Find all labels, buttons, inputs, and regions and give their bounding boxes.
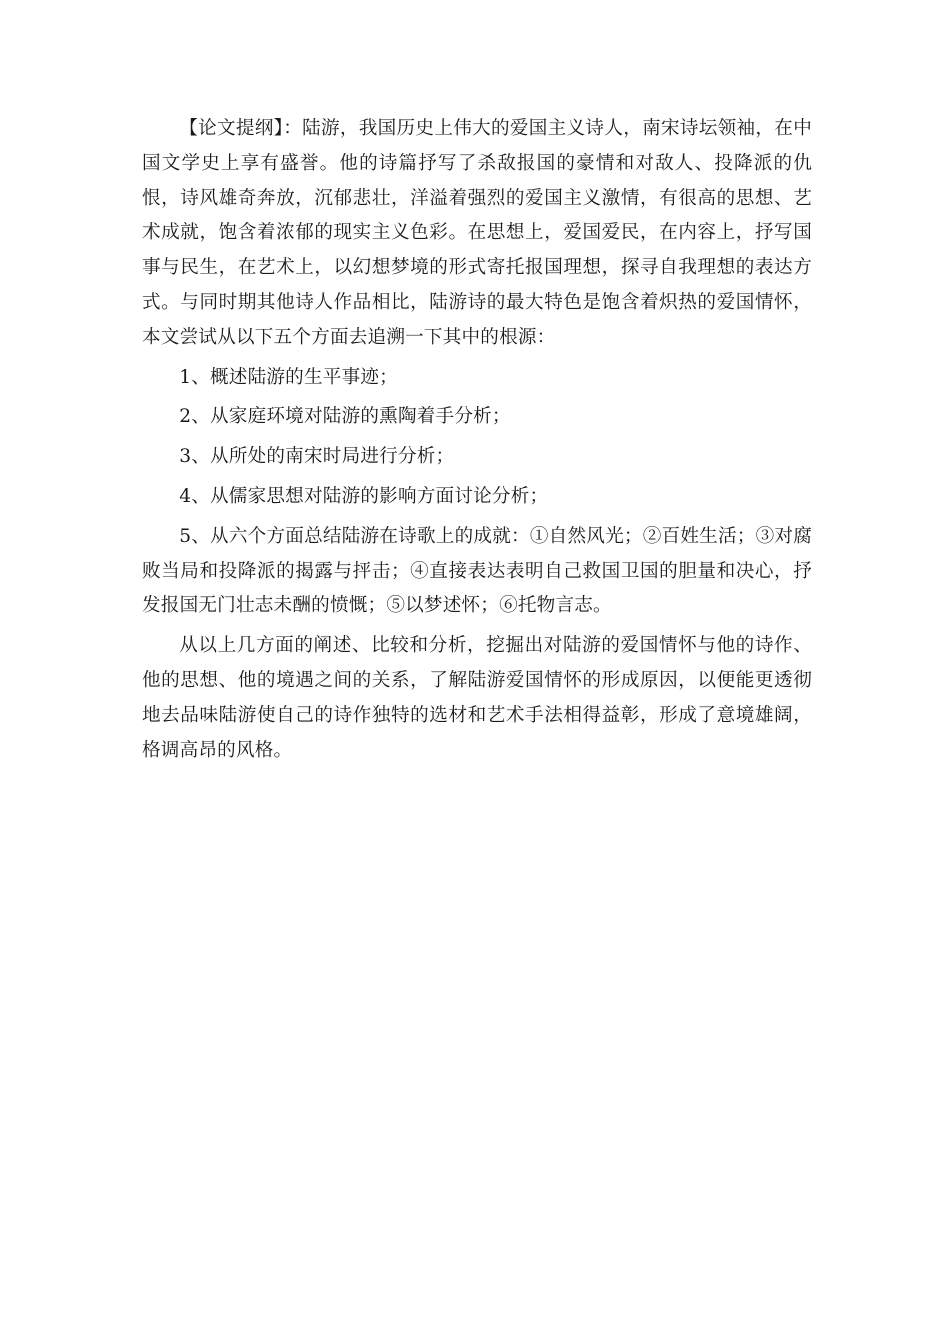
- outline-label: 【论文提纲】: [179, 118, 284, 139]
- outline-intro-text: ：陆游，我国历史上伟大的爱国主义诗人，南宋诗坛领袖，在中国文学史上享有盛誉。他的诗篇抒写了杀敌报国的豪情和对敌人、投降派的仇恨，诗风雄奇奔放，沉郁悲壮，洋溢着强烈的爱国主义激情，有很高的思想、艺术成就，饱含着浓郁的现实主义色彩。在思想上，爱国爱民，在内容上，抒写国事与民生，在艺术上，以幻想梦境的形式寄托报国理想，探寻自我理想的表达方式。与同时期其他诗人作品相比，陆游诗的最大特色是饱含着炽热的爱国情怀，本文尝试从以下五个方面去追溯一下其中的根源：: [142, 118, 812, 348]
- outline-paragraph: [142, 112, 812, 356]
- list-item: 4、从儒家思想对陆游的影响方面讨论分析；: [179, 485, 549, 507]
- list-item: 5、从六个方面总结陆游在诗歌上的成就：①自然风光；②百姓生活；③对腐败当局和投降派的揭露与抨击；④直接表达表明自己救国卫国的胆量和决心，抒发报国无门壮志未酬的愤慨；⑤以梦述怀；⑥托物言志。: [142, 525, 812, 617]
- list-item: 2、从家庭环境对陆游的熏陶着手分析；: [179, 406, 511, 428]
- list-item: 1、概述陆游的生平事迹；: [179, 366, 398, 388]
- document-body: [142, 112, 812, 768]
- closing-paragraph: 从以上几方面的阐述、比较和分析，挖掘出对陆游的爱国情怀与他的诗作、他的思想、他的境遇之间的关系，了解陆游爱国情怀的形成原因，以便能更透彻地去品味陆游使自己的诗作独特的选材和艺术手法相得益彰，形成了意境雄阔，格调高昂的风格。: [142, 635, 812, 761]
- list-item: 3、从所处的南宋时局进行分析；: [179, 446, 455, 468]
